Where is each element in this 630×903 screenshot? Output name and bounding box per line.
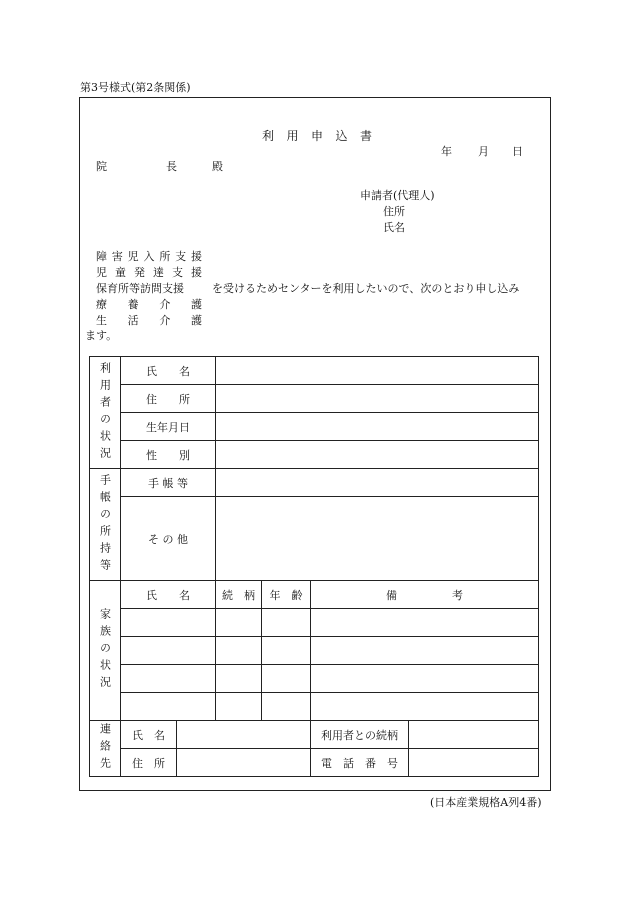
contact-name-label: 氏 名 xyxy=(121,721,177,749)
user-address-field[interactable] xyxy=(216,385,539,413)
contact-relation-label: 利用者との続柄 xyxy=(311,721,409,749)
family-relation-field[interactable] xyxy=(216,609,262,637)
addressee-in: 院 xyxy=(96,160,107,173)
table-row xyxy=(90,357,539,385)
table-row xyxy=(90,721,539,749)
application-table xyxy=(89,356,539,777)
contact-address-field[interactable] xyxy=(177,749,311,777)
family-relation-field[interactable] xyxy=(216,693,262,721)
family-age-field[interactable] xyxy=(262,665,311,693)
date-month: 月 xyxy=(478,145,489,158)
paper-standard-note: (日本産業規格A列4番) xyxy=(430,796,542,809)
family-age-field[interactable] xyxy=(262,609,311,637)
notebook-label: 手 帳 等 xyxy=(121,469,216,497)
service-handicapped-admission: 障 害 児 入 所 支 援 xyxy=(96,250,202,263)
table-row xyxy=(90,609,539,637)
family-relation-field[interactable] xyxy=(216,637,262,665)
service-nursery-visit: 保育所等訪問支援 xyxy=(96,282,184,295)
user-name-label: 氏 名 xyxy=(121,357,216,385)
form-title xyxy=(262,130,372,142)
family-name-header: 氏 名 xyxy=(121,581,216,609)
family-remarks-field[interactable] xyxy=(311,693,539,721)
user-name-field[interactable] xyxy=(216,357,539,385)
service-text: を受けるためセンターを利用したいので、次のとおり申し込み xyxy=(212,282,520,295)
title-char: 書 xyxy=(359,129,372,143)
table-row xyxy=(90,497,539,581)
service-text-end: ます。 xyxy=(85,329,118,342)
family-name-field[interactable] xyxy=(121,637,216,665)
table-row xyxy=(90,665,539,693)
table-row xyxy=(90,469,539,497)
other-field[interactable] xyxy=(216,497,539,581)
contact-phone-field[interactable] xyxy=(409,749,539,777)
user-birthdate-label: 生年月日 xyxy=(121,413,216,441)
title-char: 込 xyxy=(335,129,348,143)
family-age-field[interactable] xyxy=(262,637,311,665)
family-name-field[interactable] xyxy=(121,693,216,721)
table-row xyxy=(90,637,539,665)
applicant-name-label: 氏名 xyxy=(383,221,405,234)
contact-phone-label: 電 話 番 号 xyxy=(311,749,409,777)
contact-address-label: 住 所 xyxy=(121,749,177,777)
other-label: そ の 他 xyxy=(121,497,216,581)
title-char: 申 xyxy=(310,129,323,143)
applicant-address-label: 住所 xyxy=(383,205,405,218)
user-gender-label: 性 別 xyxy=(121,441,216,469)
table-row xyxy=(90,693,539,721)
table-row xyxy=(90,413,539,441)
user-gender-field[interactable] xyxy=(216,441,539,469)
contact-section-label: 連絡先 xyxy=(90,721,121,777)
table-row xyxy=(90,749,539,777)
form-number: 第3号様式(第2条関係) xyxy=(80,81,191,94)
addressee-cho: 長 xyxy=(166,160,177,173)
family-name-field[interactable] xyxy=(121,609,216,637)
service-medical-care: 療 養 介 護 xyxy=(96,298,202,311)
title-char: 用 xyxy=(286,129,299,143)
applicant-label: 申請者(代理人) xyxy=(360,189,435,202)
family-age-field[interactable] xyxy=(262,693,311,721)
family-remarks-field[interactable] xyxy=(311,665,539,693)
family-name-field[interactable] xyxy=(121,665,216,693)
contact-name-field[interactable] xyxy=(177,721,311,749)
date-year: 年 xyxy=(441,145,452,158)
family-remarks-field[interactable] xyxy=(311,609,539,637)
user-section-label: 利用者の状況 xyxy=(90,357,121,469)
table-row xyxy=(90,385,539,413)
user-address-label: 住 所 xyxy=(121,385,216,413)
table-row xyxy=(90,441,539,469)
notebook-field[interactable] xyxy=(216,469,539,497)
family-section-label: 家族の状況 xyxy=(90,581,121,721)
title-char: 利 xyxy=(262,129,275,143)
contact-relation-field[interactable] xyxy=(409,721,539,749)
service-life-care: 生 活 介 護 xyxy=(96,314,202,327)
notebook-section-label: 手帳の所持等 xyxy=(90,469,121,581)
family-relation-field[interactable] xyxy=(216,665,262,693)
family-remarks-header: 備 考 xyxy=(311,581,539,609)
family-relation-header: 続 柄 xyxy=(216,581,262,609)
family-age-header: 年 齢 xyxy=(262,581,311,609)
user-birthdate-field[interactable] xyxy=(216,413,539,441)
family-remarks-field[interactable] xyxy=(311,637,539,665)
addressee-dono: 殿 xyxy=(212,160,223,173)
date-day: 日 xyxy=(512,145,523,158)
service-child-development: 児 童 発 達 支 援 xyxy=(96,266,202,279)
table-row xyxy=(90,581,539,609)
